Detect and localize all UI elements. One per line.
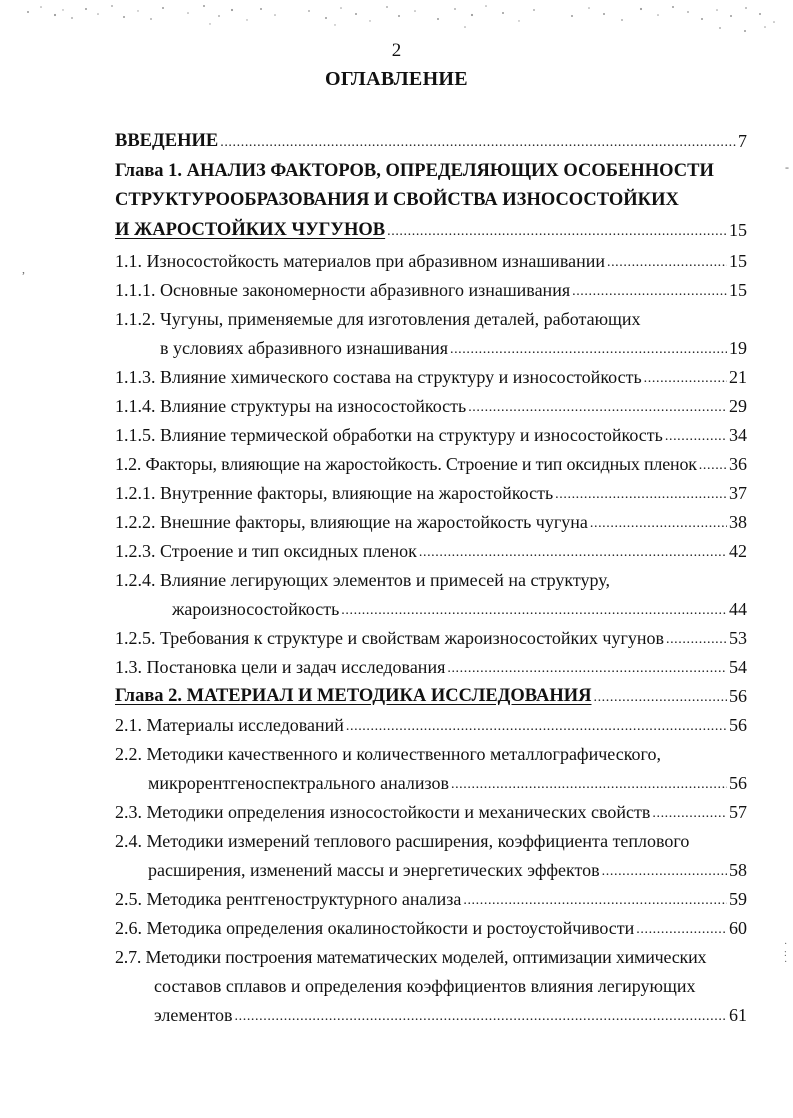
dot-leader <box>341 602 727 620</box>
toc-entry-2-4-line-1[interactable]: 2.4. Методики измерений теплового расширения, коэффициента теплового <box>115 831 690 851</box>
toc-page-number: 21 <box>729 367 747 387</box>
toc-page-number: 44 <box>729 599 747 619</box>
toc-entry-1-2-4[interactable] <box>172 598 747 620</box>
dot-leader <box>699 457 727 475</box>
toc-entry-2-7[interactable] <box>154 1004 747 1026</box>
toc-page-number: 36 <box>729 454 747 474</box>
toc-page-number: 54 <box>729 657 747 677</box>
toc-entry-1-1-5[interactable] <box>115 424 747 446</box>
toc-entry-text: 2.6. Методика определения окалиностойкости и ростоустойчивости <box>115 918 635 938</box>
toc-entry-text: ВВЕДЕНИЕ <box>115 131 219 151</box>
toc-entry-1-2-5[interactable] <box>115 627 747 649</box>
toc-entry-2-3[interactable] <box>115 801 747 823</box>
toc-entry-text: элементов <box>154 1005 233 1025</box>
toc-entry-1-3[interactable] <box>115 656 747 678</box>
toc-entry-text: 1.3. Постановка цели и задач исследования <box>115 657 446 677</box>
toc-page-number: 61 <box>729 1005 747 1025</box>
toc-entry-text: 1.2.1. Внутренние факторы, влияющие на жаростойкость <box>115 483 554 503</box>
toc-entry-text: 2.5. Методика рентгеноструктурного анализа <box>115 889 462 909</box>
toc-entry-text: расширения, изменений массы и энергетических эффектов <box>148 860 600 880</box>
toc-page-number: 53 <box>729 628 747 648</box>
toc-page-number: 56 <box>729 715 747 735</box>
toc-entry-2-1[interactable] <box>115 714 747 736</box>
toc-entry-2-7-line-1[interactable]: 2.7. Методики построения математических моделей, оптимизации химических <box>115 947 707 967</box>
toc-page-number: 34 <box>729 425 747 445</box>
toc-page-number: 19 <box>729 338 747 358</box>
dot-leader <box>607 254 727 272</box>
dot-leader <box>652 805 727 823</box>
toc-entry-1-1-1[interactable] <box>115 279 747 301</box>
toc-entry-text: 1.1.4. Влияние структуры на износостойкость <box>115 396 467 416</box>
dot-leader <box>644 370 727 388</box>
toc-entry-1-2-4-line-1[interactable]: 1.2.4. Влияние легирующих элементов и примесей на структуру, <box>115 570 610 590</box>
toc-entry-chapter-2[interactable] <box>115 685 747 707</box>
toc-page-number: 59 <box>729 889 747 909</box>
margin-scan-mark: , <box>22 262 25 276</box>
toc-entry-text: 1.1.3. Влияние химического состава на структуру и износостойкость <box>115 367 642 387</box>
toc-entry-1-2[interactable] <box>115 453 747 475</box>
dot-leader <box>468 399 727 417</box>
toc-entry-1-2-2[interactable] <box>115 511 747 533</box>
toc-entry-introduction[interactable] <box>115 130 747 152</box>
toc-entry-text: Глава 2. МАТЕРИАЛ И МЕТОДИКА ИССЛЕДОВАНИЯ <box>115 686 592 706</box>
dot-leader <box>450 341 727 359</box>
toc-entry-text: микрорентгеноспектрального анализов <box>148 773 449 793</box>
dot-leader <box>636 921 727 939</box>
toc-page-number: 56 <box>729 773 747 793</box>
toc-entry-1-1-4[interactable] <box>115 395 747 417</box>
dot-leader <box>665 428 727 446</box>
toc-entry-text: 2.1. Материалы исследований <box>115 715 344 735</box>
toc-entry-chapter-1-line-2[interactable]: СТРУКТУРООБРАЗОВАНИЯ И СВОЙСТВА ИЗНОСОСТОЙКИХ <box>115 190 679 210</box>
dot-leader <box>572 283 727 301</box>
toc-page-number: 29 <box>729 396 747 416</box>
toc-entry-1-2-3[interactable] <box>115 540 747 562</box>
toc-entry-1-2-1[interactable] <box>115 482 747 504</box>
toc-entry-2-2[interactable] <box>148 772 747 794</box>
dot-leader <box>593 689 727 707</box>
dot-leader <box>447 660 727 678</box>
toc-entry-2-4[interactable] <box>148 859 747 881</box>
toc-page-number: 60 <box>729 918 747 938</box>
toc-entry-2-2-line-1[interactable]: 2.2. Методики качественного и количественного металлографического, <box>115 744 661 764</box>
toc-page-number: 38 <box>729 512 747 532</box>
toc-entry-text: 1.2.3. Строение и тип оксидных пленок <box>115 541 417 561</box>
toc-entry-chapter-1-line-1[interactable]: Глава 1. АНАЛИЗ ФАКТОРОВ, ОПРЕДЕЛЯЮЩИХ ОСОБЕННОСТИ <box>115 161 714 181</box>
toc-entry-text: в условиях абразивного изнашивания <box>160 338 448 358</box>
dot-leader <box>387 223 727 241</box>
page-title: ОГЛАВЛЕНИЕ <box>325 68 468 90</box>
toc-entry-text: жароизносостойкость <box>172 599 340 619</box>
toc-entry-1-1-2[interactable] <box>160 337 747 359</box>
toc-entry-2-5[interactable] <box>115 888 747 910</box>
toc-entry-2-6[interactable] <box>115 917 747 939</box>
toc-page-number: 37 <box>729 483 747 503</box>
margin-scan-mark: - <box>785 160 789 174</box>
dot-leader <box>346 718 727 736</box>
toc-entry-1-1-2-line-1[interactable]: 1.1.2. Чугуны, применяемые для изготовления деталей, работающих <box>115 309 641 329</box>
margin-scan-mark: · : · <box>784 939 788 968</box>
toc-entry-text: 1.1. Износостойкость материалов при абразивном изнашивании <box>115 251 605 271</box>
dot-leader <box>666 631 727 649</box>
toc-entry-text: 1.2.2. Внешние факторы, влияющие на жаростойкость чугуна <box>115 512 588 532</box>
toc-entry-2-7-line-2[interactable]: составов сплавов и определения коэффициентов влияния легирующих <box>154 976 696 996</box>
toc-page-number: 15 <box>729 251 747 271</box>
toc-page-number: 58 <box>729 860 747 880</box>
toc-entry-text: 1.1.1. Основные закономерности абразивного изнашивания <box>115 280 571 300</box>
toc-entry-1-1[interactable] <box>115 250 747 272</box>
dot-leader <box>419 544 727 562</box>
toc-page-number: 15 <box>729 280 747 300</box>
toc-page-number: 42 <box>729 541 747 561</box>
toc-entry-text: 1.2. Факторы, влияющие на жаростойкость. Строение и тип оксидных пленок <box>115 454 697 474</box>
dot-leader <box>220 134 736 152</box>
dot-leader <box>602 863 727 881</box>
toc-entry-1-1-3[interactable] <box>115 366 747 388</box>
toc-page-number: 15 <box>729 220 747 240</box>
dot-leader <box>590 515 727 533</box>
dot-leader <box>555 486 727 504</box>
toc-page-number: 7 <box>738 131 747 151</box>
dot-leader <box>451 776 727 794</box>
toc-entry-text: 1.1.5. Влияние термической обработки на структуру и износостойкость <box>115 425 663 445</box>
toc-entry-text: 1.2.5. Требования к структуре и свойствам жароизносостойких чугунов <box>115 628 664 648</box>
dot-leader <box>463 892 727 910</box>
toc-page-number: 57 <box>729 802 747 822</box>
toc-entry-text: 2.3. Методики определения износостойкости и механических свойств <box>115 802 651 822</box>
dot-leader <box>235 1008 727 1026</box>
page-number: 2 <box>391 40 402 61</box>
toc-entry-text: И ЖАРОСТОЙКИХ ЧУГУНОВ <box>115 220 386 240</box>
toc-entry-chapter-1[interactable] <box>115 219 747 241</box>
toc-page-number: 56 <box>729 686 747 706</box>
